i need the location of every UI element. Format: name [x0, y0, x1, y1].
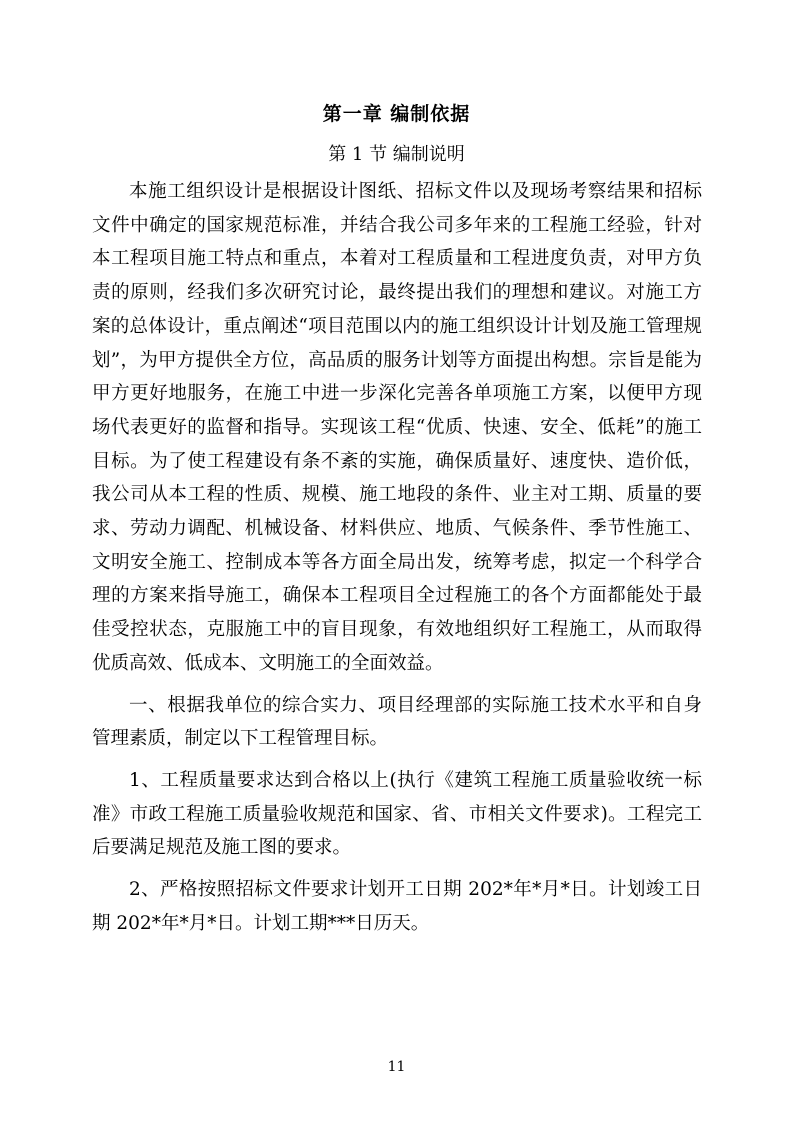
body-text	[92, 175, 702, 948]
page-number: 11	[387, 1059, 406, 1075]
paragraph-quality-requirement: 1、工程质量要求达到合格以上(执行《建筑工程施工质量验收统一标准》市政工程施工质量验收规范和国家、省、市相关文件要求)。工程完工后要满足规范及施工图的要求。	[92, 769, 702, 859]
paragraph-schedule: 2、严格按照招标文件要求计划开工日期 202*年*月*日。计划竣工日期 202*年*月*日。计划工期***日历天。	[92, 879, 702, 934]
paragraph-management-goals: 一、根据我单位的综合实力、项目经理部的实际施工技术水平和自身管理素质，制定以下工程管理目标。	[92, 694, 702, 750]
section-title: 第 1 节 编制说明	[328, 144, 465, 165]
chapter-title: 第一章 编制依据	[322, 103, 471, 125]
paragraph-overview: 本施工组织设计是根据设计图纸、招标文件以及现场考察结果和招标文件中确定的国家规范标准，并结合我公司多年来的工程施工经验，针对本工程项目施工特点和重点，本着对工程质量和工程进度负责，对甲方负责的原则，经我们多次研究讨论，最终提出我们的理想和建议。对施工方案的总体设计，重点阐述“项目范围以内的施工组织设计计划及施工管理规划”，为甲方提供全方位，高品质的服务计划等方面提出构想。宗旨是能为甲方更好地服务，在施工中进一步深化完善各单项施工方案，以便甲方现场代表更好的监督和指导。实现该工程“优质、快速、安全、低耗”的施工目标。为了使工程建设有条不紊的实施，确保质量好、速度快、造价低，我公司从本工程的性质、规模、施工地段的条件、业主对工期、质量的要求、劳动力调配、机械设备、材料供应、地质、气候条件、季节性施工、文明安全施工、控制成本等各方面全局出发，统筹考虑，拟定一个科学合理的方案来指导施工，确保本工程项目全过程施工的各个方面都能处于最佳受控状态，克服施工中的盲目现象，有效地组织好工程施工，从而取得优质高效、低成本、文明施工的全面效益。	[92, 181, 702, 674]
